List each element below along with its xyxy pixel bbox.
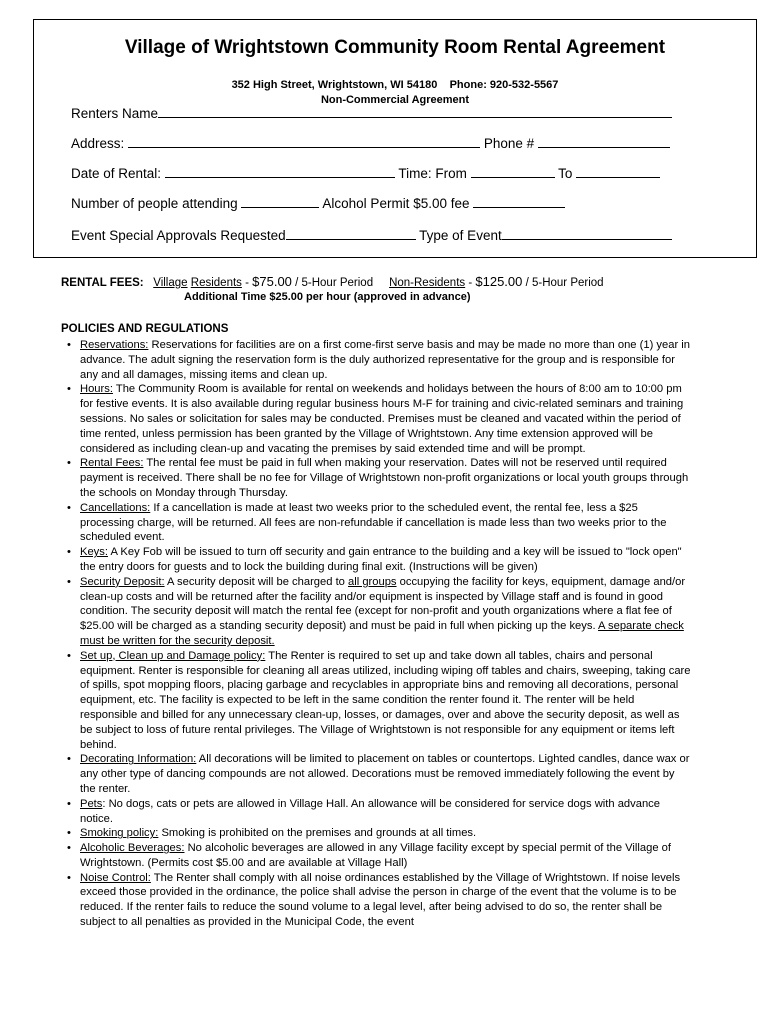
bullet-icon: • bbox=[67, 457, 71, 470]
people-attending-label: Number of people attending bbox=[71, 196, 238, 211]
policy-text: occupying the facility for keys, equipment, damage and/or clean-up costs and will be returned after the facility and/or equipment is inspected by Village staff and is found in good condition. The security deposit will match the rental fee (except for non-profit and youth organizations where a flat fee of $25.00 will be charged as a standing security deposit) and must be paid in full when picking up the keys. bbox=[80, 575, 686, 633]
non-residents-text: Non-Residents bbox=[389, 277, 466, 289]
address-field[interactable] bbox=[128, 134, 480, 148]
bullet-icon: • bbox=[67, 797, 71, 810]
policy-label: Cancellations: bbox=[80, 501, 151, 514]
policy-label: Reservations: bbox=[80, 339, 149, 351]
policies-title: POLICIES AND REGULATIONS bbox=[61, 323, 229, 335]
policy-text: A security deposit will be charged to bbox=[164, 575, 349, 588]
policy-pets bbox=[67, 797, 692, 827]
date-time-row bbox=[71, 164, 660, 181]
time-to-field[interactable] bbox=[576, 164, 660, 178]
phone-label: Phone # bbox=[483, 136, 535, 151]
residents-text: Residents bbox=[190, 277, 242, 289]
address-label: Address: bbox=[71, 136, 125, 151]
bullet-icon: • bbox=[67, 753, 71, 766]
policy-label: Keys: bbox=[80, 546, 108, 559]
policy-text: All decorations will be limited to placement on tables or countertops. Lighted candles, dance wax or any other type of dancing compounds are not allowed. Decorations must be removed immediately following the event by the renter. bbox=[80, 753, 690, 795]
policy-alcohol bbox=[67, 841, 692, 871]
village-text: Village bbox=[153, 277, 188, 289]
renters-name-label: Renters Name bbox=[71, 106, 159, 121]
bullet-icon: • bbox=[67, 383, 71, 396]
policy-keys bbox=[67, 545, 692, 575]
bullet-icon: • bbox=[67, 339, 71, 351]
policy-label: Alcoholic Beverages: bbox=[80, 842, 185, 855]
type-of-event-field[interactable] bbox=[502, 226, 672, 240]
policy-security-deposit bbox=[67, 575, 692, 649]
policy-underlined-text: A separate check must be written for the security deposit. bbox=[80, 620, 684, 647]
policy-text: Smoking is prohibited on the premises and grounds at all times. bbox=[158, 827, 477, 840]
non-resident-price: $125.00 bbox=[475, 274, 523, 289]
bullet-icon: • bbox=[67, 842, 71, 855]
policy-text: A Key Fob will be issued to turn off security and gain entrance to the building and a key will be issued to "lock open" the entry doors for guests and to lock the building during final exit. (Instructions will be given) bbox=[80, 546, 682, 573]
policy-text: The Renter is required to set up and take down all tables, chairs and personal equipment. Renter is responsible for cleaning all areas utilized, including wiping off tables and chairs, sweeping, taking care of spills, spot mopping floors, placing garbage and recyclables in appropriate bins and removing all decorations, personal equipment, etc. The facility is expected to be left in the same condition the renter found it. The renter will be held responsible and billed for any unnecessary clean-up, losses, or damages, over and above the security deposit, as well as be subject to loss of future rental privileges. The Village of Wrightstown is not responsible for any equipment or items left behind. bbox=[80, 649, 691, 751]
time-from-field[interactable] bbox=[471, 164, 555, 178]
policy-hours bbox=[67, 382, 692, 456]
renters-name-row bbox=[71, 104, 672, 121]
policy-underlined-text: all groups bbox=[348, 575, 397, 588]
people-attending-field[interactable] bbox=[241, 194, 319, 208]
agreement-header-box bbox=[33, 19, 757, 258]
policy-label: Set up, Clean up and Damage policy: bbox=[80, 649, 266, 662]
type-of-event-label: Type of Event bbox=[419, 228, 502, 243]
date-of-rental-label: Date of Rental: bbox=[71, 166, 162, 181]
policy-label: Security Deposit: bbox=[80, 575, 165, 588]
alcohol-permit-field[interactable] bbox=[473, 194, 565, 208]
document-title: Village of Wrightstown Community Room Rental Agreement bbox=[124, 37, 666, 58]
bullet-icon: • bbox=[67, 546, 71, 559]
policy-decorating bbox=[67, 752, 692, 796]
renters-name-field[interactable] bbox=[158, 104, 672, 118]
bullet-icon: • bbox=[67, 649, 71, 662]
date-of-rental-field[interactable] bbox=[165, 164, 395, 178]
event-row bbox=[71, 226, 672, 243]
time-to-label: To bbox=[558, 166, 573, 181]
bullet-icon: • bbox=[67, 501, 71, 514]
special-approvals-label: Event Special Approvals Requested bbox=[71, 228, 286, 243]
policy-label: Rental Fees: bbox=[80, 457, 144, 470]
rental-fees-label: RENTAL FEES: bbox=[61, 277, 144, 289]
time-from-label: Time: From bbox=[398, 166, 467, 181]
document-subtitle: Non-Commercial Agreement bbox=[320, 94, 470, 106]
rental-fees-line: RENTAL FEES: Village Residents - $75.00 / 5-Hour Period Non-Residents - $125.00 / 5-Hour Period bbox=[61, 274, 604, 289]
policy-cancellations bbox=[67, 501, 692, 545]
bullet-icon: • bbox=[67, 827, 71, 840]
policy-reservations bbox=[67, 338, 692, 382]
alcohol-permit-label: Alcohol Permit $5.00 fee bbox=[322, 196, 470, 211]
policy-label: Hours: bbox=[80, 383, 113, 396]
policy-label: Smoking policy: bbox=[80, 827, 159, 840]
policy-setup-cleanup bbox=[67, 649, 692, 753]
phone-field[interactable] bbox=[538, 134, 670, 148]
policy-text: Reservations for facilities are on a first come-first serve basis and may be made no more than one (1) year in advance. The adult signing the reservation form is the duly authorized representative for the group and is responsible for any and all damages, missing items and clean up. bbox=[80, 339, 690, 381]
attendance-row bbox=[71, 194, 565, 211]
policy-text: The Renter shall comply with all noise ordinances established by the Village of Wrightstown. If noise levels exceed those provided in the ordinance, the police shall advise the person in charge of the event that the volume is to be reduced. If the renter fails to reduce the sound volume to a legal level, after being advised to do so, the renter shall be subject to all penalties as provided in the Municipal Code, the event bbox=[80, 871, 681, 929]
additional-time-line: Additional Time $25.00 per hour (approved in advance) bbox=[184, 291, 471, 303]
policy-label: Pets bbox=[80, 797, 103, 810]
policy-text: : No dogs, cats or pets are allowed in Village Hall. An allowance will be considered for service dogs with advance notice. bbox=[80, 797, 660, 825]
policy-text: No alcoholic beverages are allowed in any Village facility except by special permit of the Village of Wrightstown. (Permits cost $5.00 and are available at Village Hall) bbox=[80, 842, 671, 869]
special-approvals-field[interactable] bbox=[286, 226, 416, 240]
resident-price: $75.00 bbox=[252, 274, 292, 289]
policies-list bbox=[67, 338, 692, 930]
address-line: 352 High Street, Wrightstown, WI 54180 Phone: 920-532-5567 bbox=[231, 79, 559, 91]
policy-rental-fees bbox=[67, 456, 692, 500]
policy-label: Noise Control: bbox=[80, 871, 151, 884]
address-row bbox=[71, 134, 670, 151]
policy-text: The rental fee must be paid in full when making your reservation. Dates will not be reserved until required payment is received. There shall be no fee for Village of Wrightstown non-profit organizations or local youth groups through the schools on Monday through Thursday. bbox=[80, 457, 689, 499]
bullet-icon: • bbox=[67, 575, 71, 588]
resident-period: / 5-Hour Period bbox=[295, 277, 374, 289]
non-resident-period: / 5-Hour Period bbox=[525, 277, 604, 289]
bullet-icon: • bbox=[67, 871, 71, 884]
policy-label: Decorating Information: bbox=[80, 753, 197, 766]
policy-text: If a cancellation is made at least two weeks prior to the scheduled event, the rental fee, less a $25 processing charge, will be returned. All fees are non-refundable if cancellation is made less than two weeks prior to the scheduled event. bbox=[80, 501, 667, 544]
policy-smoking bbox=[67, 826, 692, 841]
policy-noise bbox=[67, 871, 692, 930]
policy-text: The Community Room is available for rental on weekends and holidays between the hours of 8:00 am to 10:00 pm for festive events. It is also available during regular business hours M-F for training and civic-related seminars and training sessions. No sales or solicitation for sales may be conducted. Premises must be cleaned and vacated within the period of time rented, unless permission has been granted by the Village of Wrightstown. Any time extension approved will be considered as including clean-up and vacating the premises by said extended time and will be prompt. bbox=[80, 383, 684, 455]
